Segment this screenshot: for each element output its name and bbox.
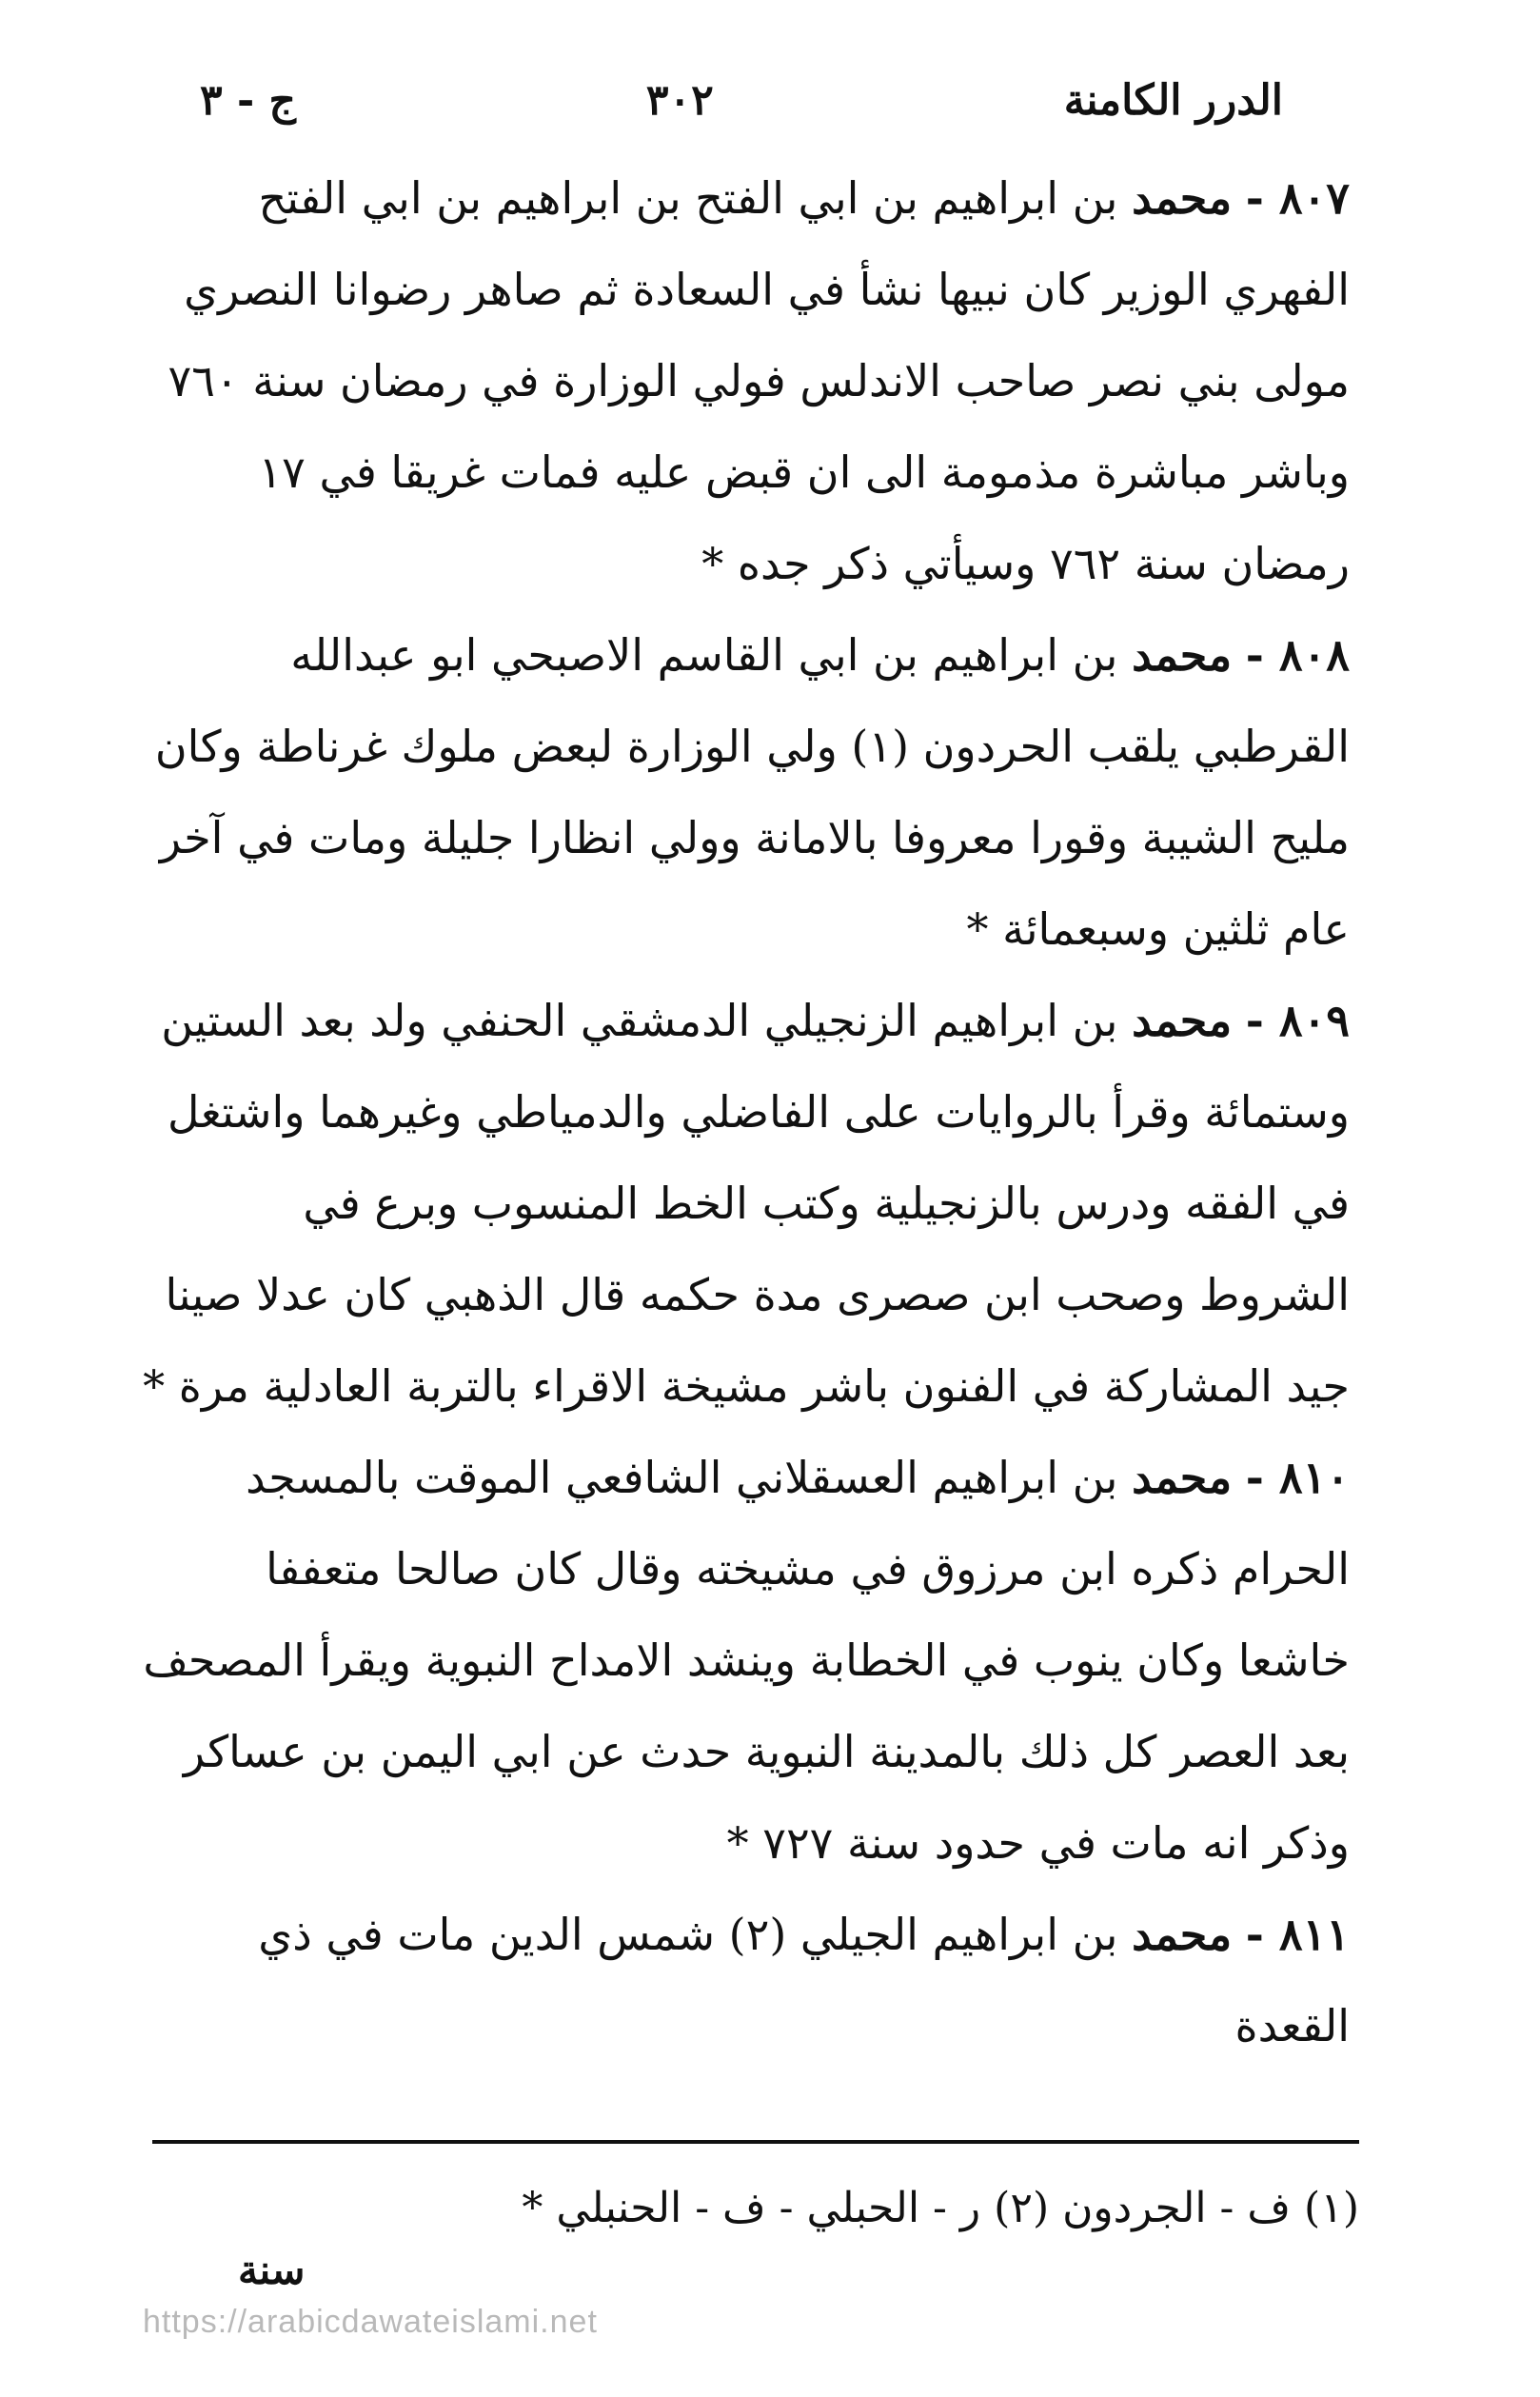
entry-811 [143,1889,1350,2071]
entry-number: ٨١٠ - [1245,1452,1350,1503]
entry-text: بن ابراهيم بن ابي القاسم الاصبحي ابو عبدالله القرطبي يلقب الحردون (١) ولي الوزارة لبعض ملوك غرناطة وكان مليح الشيبة وقورا معروفا بالامانة وولي انظارا جليلة ومات في آخر عام ثلثين وسبعمائة * [154,629,1350,955]
entry-809 [143,975,1350,1432]
entry-text: بن ابراهيم بن ابي الفتح بن ابراهيم بن ابي الفتح الفهري الوزير كان نبيها نشأ في السعادة ثم صاهر رضوانا النصري مولى بني نصر صاحب الاندلس فولي الوزارة في رمضان سنة ٧٦٠ وباشر مباشرة مذمومة الى ان قبض عليه فمات غريقا في ١٧ رمضان سنة ٧٦٢ وسيأتي ذكر جده * [168,172,1350,589]
entry-810 [143,1432,1350,1889]
entry-808 [143,609,1350,975]
entry-text: بن ابراهيم الزنجيلي الدمشقي الحنفي ولد بعد الستين وستمائة وقرأ بالروايات على الفاضلي والدمياطي وغيرهما واشتغل في الفقه ودرس بالزنجيلية وكتب الخط المنسوب وبرع في الشروط وصحب ابن صصرى مدة حكمه قال الذهبي كان عدلا صينا جيد المشاركة في الفنون باشر مشيخة الاقراء بالتربة العادلية مرة * [143,995,1350,1412]
entry-name: محمد [1132,1452,1233,1503]
watermark-url: https://arabicdawateislami.net [143,2304,598,2340]
main-text [143,152,1350,2071]
running-header [200,57,1283,143]
entry-number: ٨٠٧ - [1245,172,1350,224]
entry-807 [143,152,1350,609]
entry-number: ٨١١ - [1245,1909,1350,1960]
footnote: (١) ف - الجردون (٢) ر - الحبلي - ف - الحنبلي * [522,2184,1359,2232]
page-number: ٣٠٢ [645,75,714,125]
entry-name: محمد [1132,629,1233,681]
volume-number: ج - ٣ [200,75,296,125]
entry-number: ٨٠٨ - [1245,629,1350,681]
entry-name: محمد [1132,172,1233,224]
entry-number: ٨٠٩ - [1245,995,1350,1046]
entry-text: بن ابراهيم العسقلاني الشافعي الموقت بالمسجد الحرام ذكره ابن مرزوق في مشيخته وقال كان صالحا متعففا خاشعا وكان ينوب في الخطابة وينشد الامداح النبوية ويقرأ المصحف بعد العصر كل ذلك بالمدينة النبوية حدث عن ابي اليمن بن عساكر وذكر انه مات في حدود سنة ٧٢٧ * [143,1452,1350,1869]
catchword: سنة [238,2247,306,2293]
entry-text: بن ابراهيم الجيلي (٢) شمس الدين مات في ذي القعدة [258,1909,1350,2051]
footnote-divider [152,2140,1359,2144]
book-title: الدرر الكامنة [1063,75,1283,125]
entry-name: محمد [1132,995,1233,1046]
entry-name: محمد [1132,1909,1233,1960]
